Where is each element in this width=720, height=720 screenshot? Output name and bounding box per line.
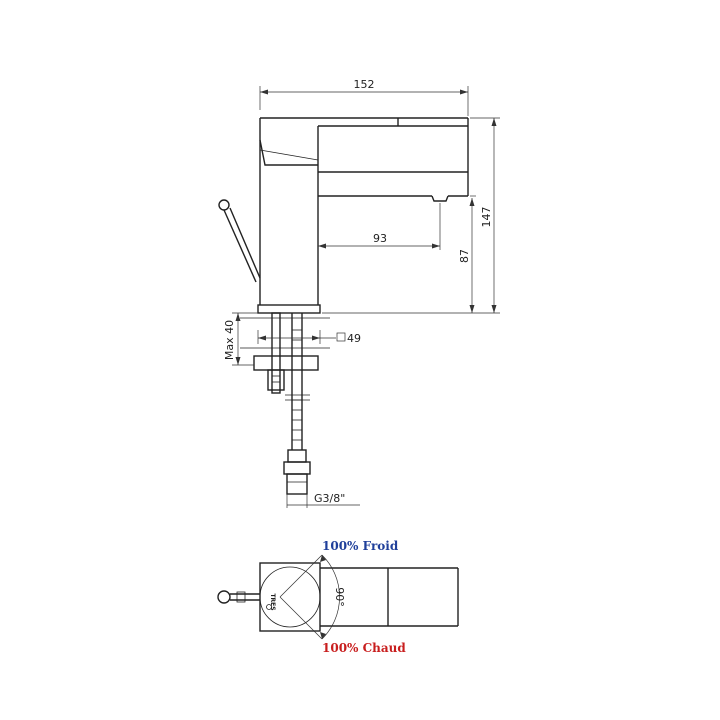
- dimension-93: [318, 203, 440, 250]
- cold-label: 100% Froid: [322, 539, 399, 553]
- dim-connection-label: G3/8": [314, 492, 346, 505]
- hot-label: 100% Chaud: [322, 641, 406, 655]
- dimension-152: [260, 78, 468, 116]
- square-symbol-icon: [337, 333, 345, 341]
- dim-152-label: 152: [353, 78, 375, 91]
- svg-text:TRES: TRES: [269, 593, 276, 611]
- dim-49-label: 49: [347, 332, 361, 345]
- brand-logo: [267, 593, 277, 610]
- cartridge-circle: [260, 567, 320, 627]
- top-body: [260, 563, 320, 631]
- mounting-assembly: [240, 313, 330, 494]
- side-view: [219, 78, 500, 508]
- dimension-87: [458, 196, 476, 313]
- rotation-angle-label: 90°: [333, 587, 346, 607]
- lever-handle: [219, 200, 260, 282]
- dimension-147: [322, 118, 500, 313]
- faucet-body: [258, 118, 468, 313]
- dim-93-label: 93: [373, 232, 387, 245]
- top-view: [218, 539, 458, 655]
- lever-knob: [218, 591, 230, 603]
- dim-87-label: 87: [458, 249, 471, 263]
- dim-max40-label: Max 40: [223, 319, 236, 361]
- dimension-max-40: [223, 313, 258, 365]
- dim-147-label: 147: [480, 206, 493, 228]
- dimension-49: [258, 330, 361, 345]
